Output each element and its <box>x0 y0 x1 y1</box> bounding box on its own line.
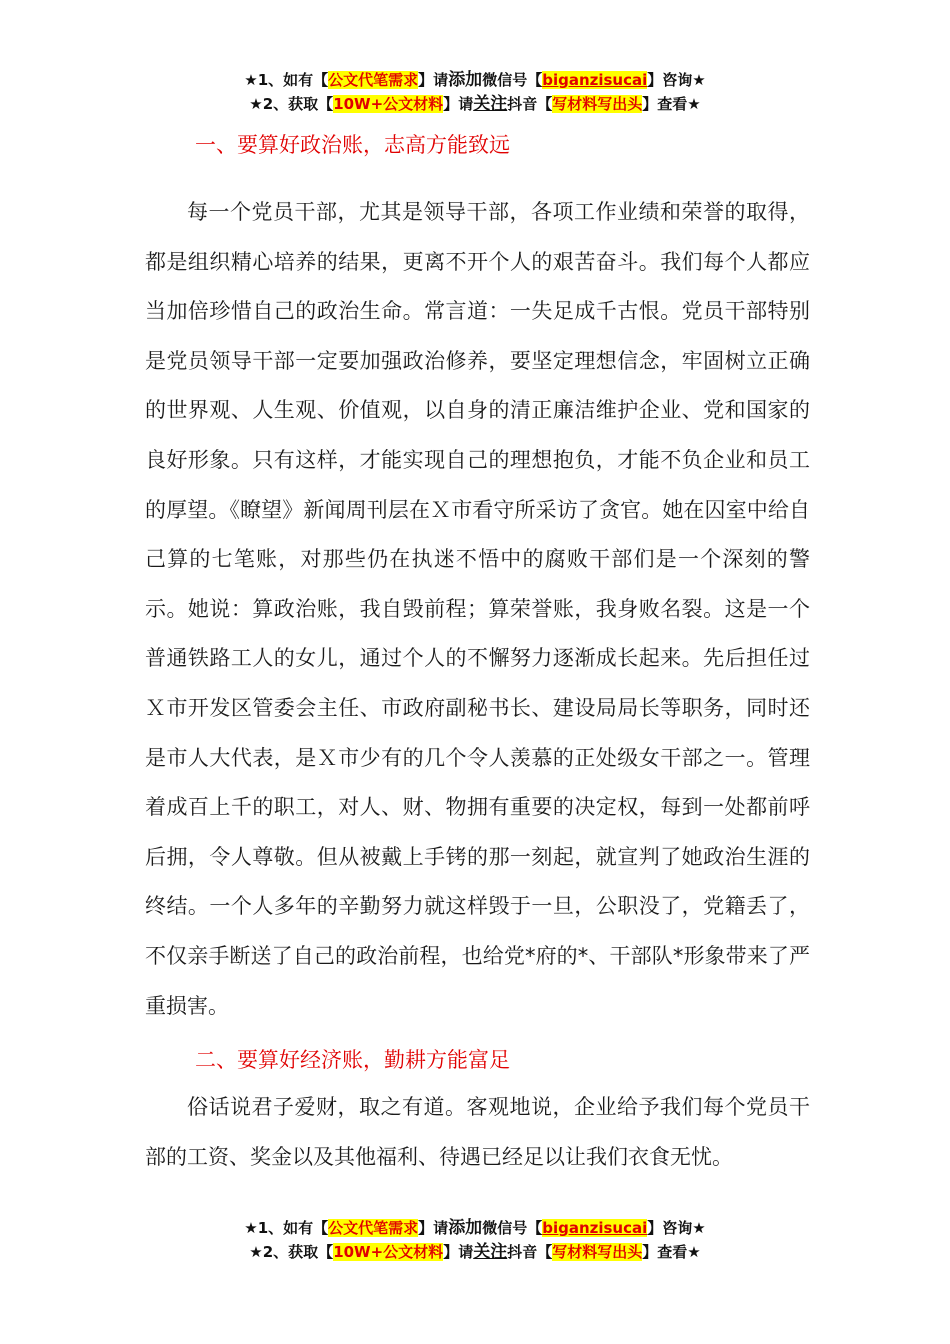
section-paragraph-2: 俗话说君子爱财，取之有道。客观地说，企业给予我们每个党员干部的工资、奖金以及其他福利、待遇已经足以让我们衣食无忧。 <box>145 1095 810 1169</box>
banner-text: 】请 <box>443 95 474 113</box>
banner-text: 2、获取【 <box>262 95 334 113</box>
materials-highlight: 10W+公文材料 <box>333 1243 444 1261</box>
banner-text: 抖音【 <box>507 1243 553 1261</box>
banner-line-2 <box>0 1240 950 1264</box>
star-icon: ★ <box>249 95 263 113</box>
emphasis-text: 添加 <box>448 1218 483 1238</box>
banner-text: 】查看★ <box>642 95 701 113</box>
service-highlight: 公文代笔需求 <box>328 71 419 89</box>
emphasis-text: 关注 <box>473 1242 508 1262</box>
banner-line-2 <box>0 92 950 116</box>
wechat-id-link[interactable]: biganzisucai <box>542 71 648 89</box>
emphasis-text: 关注 <box>473 94 508 114</box>
footer-banner <box>0 1216 950 1264</box>
banner-text: 1、如有【 <box>257 1219 329 1237</box>
douyin-account-link[interactable]: 写材料写出头 <box>552 95 643 113</box>
star-icon: ★ <box>244 71 258 89</box>
banner-line-1 <box>0 68 950 92</box>
header-banner <box>0 68 950 116</box>
star-icon: ★ <box>249 1243 263 1261</box>
banner-text: 】查看★ <box>642 1243 701 1261</box>
banner-text: 】咨询★ <box>647 1219 706 1237</box>
banner-text: 微信号【 <box>482 1219 543 1237</box>
banner-text: 微信号【 <box>482 71 543 89</box>
section-paragraph-1: 每一个党员干部，尤其是领导干部，各项工作业绩和荣誉的取得，都是组织精心培养的结果，更离不开个人的艰苦奋斗。我们每个人都应当加倍珍惜自己的政治生命。常言道：一失足成千古恨。党员干部特别是党员领导干部一定要加强政治修养，要坚定理想信念，牢固树立正确的世界观、人生观、价值观，以自身的清正廉洁维护企业、党和国家的良好形象。只有这样，才能实现自己的理想抱负，才能不负企业和员工的厚望。《瞭望》新闻周刊层在Ｘ市看守所采访了贪官。她在囚室中给自己算的七笔账，对那些仍在执迷不悟中的腐败干部们是一个深刻的警示。她说：算政治账，我自毁前程；算荣誉账，我身败名裂。这是一个普通铁路工人的女儿，通过个人的不懈努力逐渐成长起来。先后担任过Ｘ市开发区管委会主任、市政府副秘书长、建设局局长等职务，同时还是市人大代表，是Ｘ市少有的几个令人羡慕的正处级女干部之一。管理着成百上千的职工，对人、财、物拥有重要的决定权，每到一处都前呼后拥，令人尊敬。但从被戴上手铐的那一刻起，就宣判了她政治生涯的终结。一个人多年的辛勤努力就这样毁于一旦，公职没了，党籍丢了，不仅亲手断送了自己的政治前程，也给党*府的*、干部队*形象带来了严重损害。 <box>145 200 810 1018</box>
service-highlight: 公文代笔需求 <box>328 1219 419 1237</box>
banner-line-1 <box>0 1216 950 1240</box>
banner-text: 】请 <box>443 1243 474 1261</box>
banner-text: 】请 <box>418 71 449 89</box>
section-heading-2: 二、要算好经济账，勤耕方能富足 <box>195 1048 510 1073</box>
banner-text: 抖音【 <box>507 95 553 113</box>
banner-text: 】请 <box>418 1219 449 1237</box>
star-icon: ★ <box>244 1219 258 1237</box>
document-body <box>145 124 810 1182</box>
douyin-account-link[interactable]: 写材料写出头 <box>552 1243 643 1261</box>
section-heading-1: 一、要算好政治账，志高方能致远 <box>195 133 510 157</box>
banner-text: 】咨询★ <box>647 71 706 89</box>
materials-highlight: 10W+公文材料 <box>333 95 444 113</box>
banner-text: 2、获取【 <box>262 1243 334 1261</box>
wechat-id-link[interactable]: biganzisucai <box>542 1219 648 1237</box>
emphasis-text: 添加 <box>448 70 483 90</box>
banner-text: 1、如有【 <box>257 71 329 89</box>
